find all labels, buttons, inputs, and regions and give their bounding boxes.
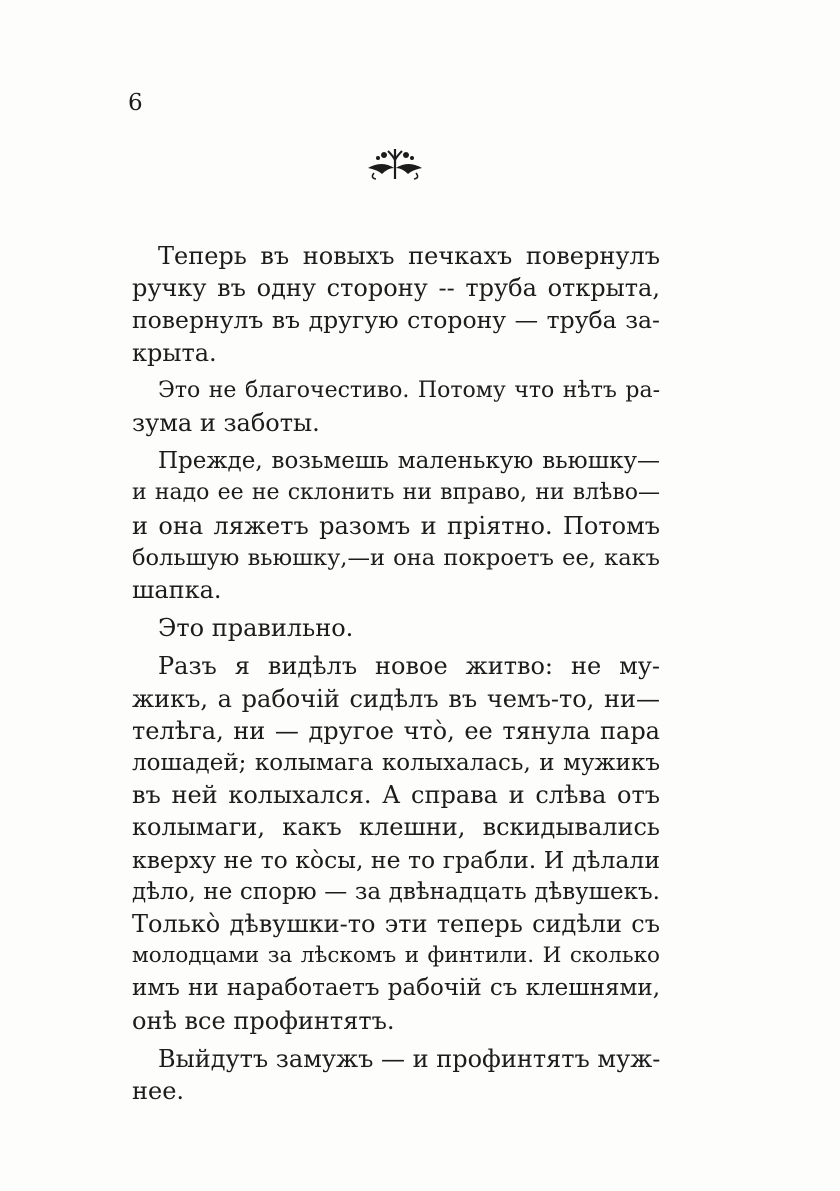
paragraph xyxy=(132,445,660,606)
text-line: Выйдутъ замужъ — и профинтятъ муж- xyxy=(158,1044,661,1073)
paragraph xyxy=(132,375,660,439)
text-line: Теперь въ новыхъ печкахъ повернулъ xyxy=(158,242,660,270)
text-line: нее. xyxy=(132,1077,185,1106)
text-line: Это правильно. xyxy=(158,614,354,643)
paragraph xyxy=(132,1043,660,1107)
text-line: онѣ все профинтятъ. xyxy=(132,1006,395,1035)
text-line: и она ляжетъ разомъ и пріятно. Потомъ xyxy=(132,511,660,540)
text-line: Это не благочестиво. Потому что нѣтъ ра- xyxy=(158,377,660,403)
text-line: жикъ, а рабочій сидѣлъ въ чемъ-то, ни— xyxy=(132,684,660,713)
text-line: кверху не то ко̀сы, не то грабли. И дѣлали xyxy=(132,845,660,874)
paragraph xyxy=(132,612,660,644)
text-line: молодцами за лѣскомъ и финтили. И сколько xyxy=(132,943,660,969)
text-line: и надо ее не склонить ни вправо, ни влѣво— xyxy=(132,480,660,506)
paragraph xyxy=(132,650,660,1036)
text-line: ручку въ одну сторону -- труба открыта, xyxy=(132,274,660,303)
page-number: 6 xyxy=(128,90,143,116)
text-line: въ ней колыхался. А справа и слѣва отъ xyxy=(132,781,660,810)
text-line: телѣга, ни — другое что̀, ее тянула пара xyxy=(132,716,660,745)
text-line: шапка. xyxy=(132,576,222,605)
text-line: большую вьюшку,—и она покроетъ ее, какъ xyxy=(132,544,660,571)
text-line: имъ ни наработаетъ рабочій съ клешнями, xyxy=(132,975,660,1002)
text-line: Только̀ дѣвушки-то эти теперь сидѣли съ xyxy=(132,910,660,939)
text-line: зума и заботы. xyxy=(132,409,320,438)
text-line: лошадей; колымага колыхалась, и мужикъ xyxy=(132,750,660,777)
ornament-icon xyxy=(360,146,430,182)
text-line: повернулъ въ другую сторону — труба за- xyxy=(132,306,660,335)
paragraph xyxy=(132,240,660,369)
text-line: крыта. xyxy=(132,338,217,367)
text-line: Разъ я видѣлъ новое житво: не му- xyxy=(158,652,660,681)
text-line: дѣло, не спорю — за двѣнадцать дѣвушекъ. xyxy=(132,878,660,905)
text-line: колымаги, какъ клешни, вскидывались xyxy=(132,813,660,842)
text-line: Прежде, возьмешь маленькую вьюшку— xyxy=(158,448,660,475)
body-text xyxy=(132,240,660,1113)
